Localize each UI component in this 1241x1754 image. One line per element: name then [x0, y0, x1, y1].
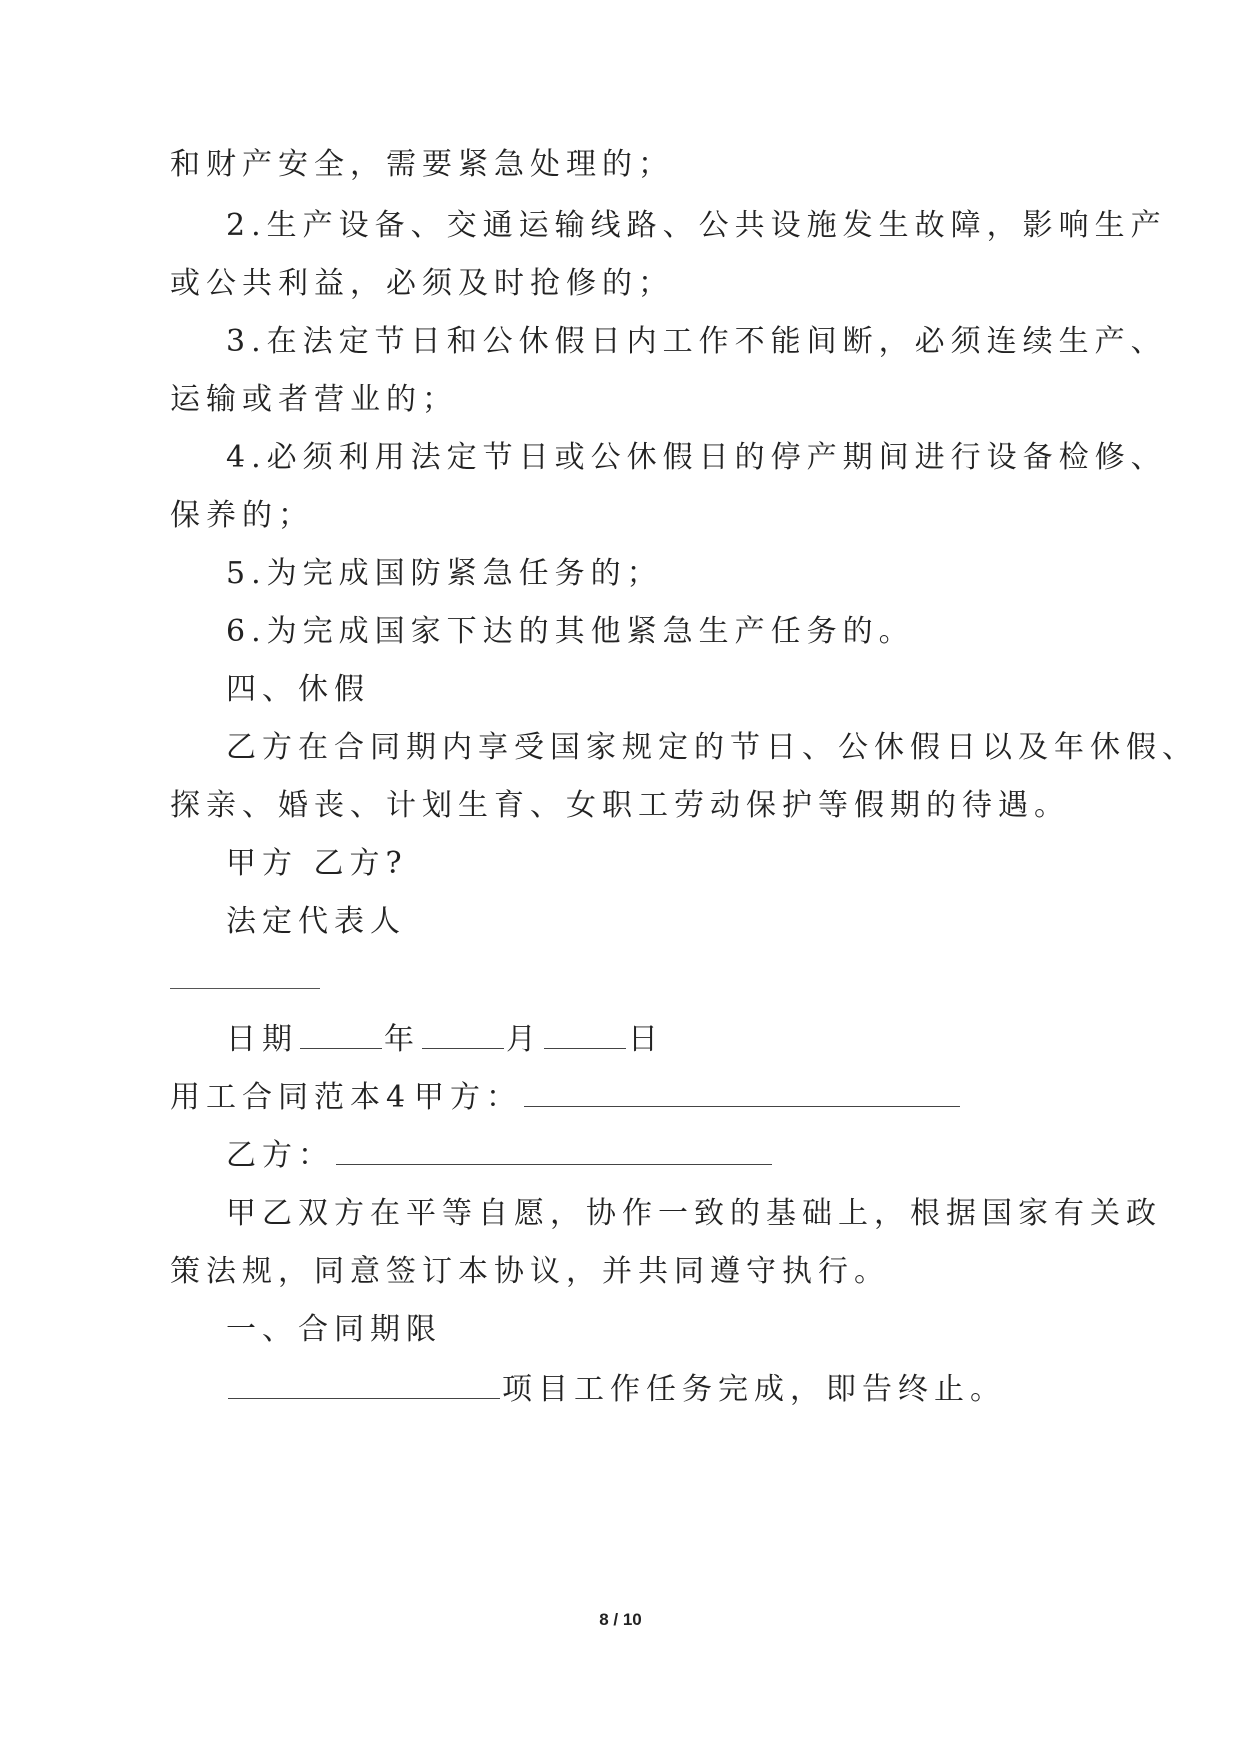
party-b-line	[226, 1136, 774, 1176]
paragraph-line: 甲乙双方在平等自愿，协作一致的基础上，根据国家有关政	[226, 1196, 1162, 1231]
project-blank	[228, 1376, 500, 1399]
party-a-label: 甲方：	[414, 1080, 522, 1115]
paragraph-line: 探亲、婚丧、计划生育、女职工劳动保护等假期的待遇。	[170, 788, 1070, 823]
list-item-4: 4.必须利用法定节日或公休假日的停产期间进行设备检修、	[226, 440, 1167, 475]
list-item-6: 6.为完成国家下达的其他紧急生产任务的。	[226, 614, 915, 649]
year-blank	[300, 1026, 382, 1049]
list-item-3: 3.在法定节日和公休假日内工作不能间断，必须连续生产、	[226, 324, 1167, 359]
paragraph-line: 策法规，同意签订本协议，并共同遵守执行。	[170, 1254, 890, 1289]
date-line	[226, 1020, 664, 1060]
date-label: 日期	[226, 1022, 298, 1057]
year-label: 年	[384, 1022, 420, 1057]
contract-term-text: 项目工作任务完成，即告终止。	[502, 1372, 1006, 1407]
contract-title: 用工合同范本4	[170, 1080, 412, 1115]
section-heading-vacation: 四、休假	[226, 672, 370, 707]
contract-term-line	[226, 1370, 1006, 1410]
paragraph-line: 保养的；	[170, 498, 314, 533]
month-blank	[422, 1026, 504, 1049]
section-heading-contract-term: 一、合同期限	[226, 1312, 442, 1347]
day-blank	[544, 1026, 626, 1049]
month-label: 月	[506, 1022, 542, 1057]
signature-line	[170, 988, 320, 989]
party-b-label: 乙方：	[226, 1138, 334, 1173]
page-number: 8 / 10	[599, 1610, 642, 1629]
signature-parties: 甲方 乙方?	[226, 846, 408, 881]
paragraph-line: 和财产安全，需要紧急处理的；	[170, 147, 674, 182]
list-item-5: 5.为完成国防紧急任务的；	[226, 556, 663, 591]
paragraph-line: 运输或者营业的；	[170, 382, 458, 417]
paragraph-line: 或公共利益，必须及时抢修的；	[170, 266, 674, 301]
legal-representative-label: 法定代表人	[226, 904, 406, 939]
party-b-blank	[336, 1142, 772, 1165]
party-a-line	[414, 1078, 962, 1118]
contract-title-line	[170, 1078, 411, 1118]
party-a-blank	[524, 1084, 960, 1107]
paragraph-line: 乙方在合同期内享受国家规定的节日、公休假日以及年休假、	[226, 730, 1198, 765]
day-label: 日	[628, 1022, 664, 1057]
list-item-2: 2.生产设备、交通运输线路、公共设施发生故障，影响生产	[226, 208, 1167, 243]
